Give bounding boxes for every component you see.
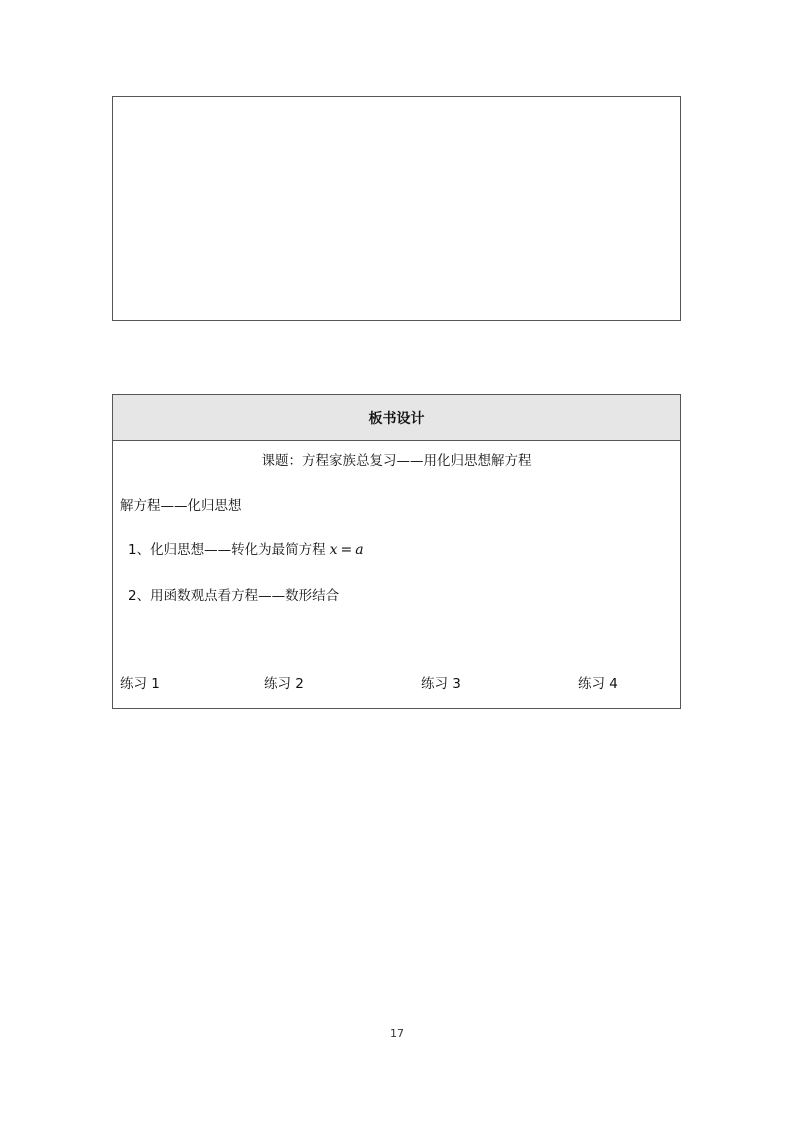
point-2: 2、用函数观点看方程——数形结合 [128,588,340,604]
formula-operator: = [340,542,353,558]
board-design-header: 板书设计 [113,395,680,441]
main-title: 解方程——化归思想 [120,498,242,514]
lesson-subject: 课题：方程家族总复习——用化归思想解方程 [261,453,532,469]
page-number: 17 [390,1027,404,1040]
board-design-table [112,394,681,709]
point-1-text: 1、化归思想——转化为最简方程 [128,542,326,558]
board-design-body [113,441,680,708]
formula-rhs: a [355,542,364,558]
exercise-3-label: 练习 3 [421,676,461,692]
exercise-4-label: 练习 4 [578,676,618,692]
simplest-equation-formula [330,542,364,558]
exercise-2-label: 练习 2 [264,676,304,692]
formula-lhs: x [329,542,338,558]
empty-content-box [112,96,681,321]
exercise-1-label: 练习 1 [120,676,160,692]
point-1 [128,538,364,558]
